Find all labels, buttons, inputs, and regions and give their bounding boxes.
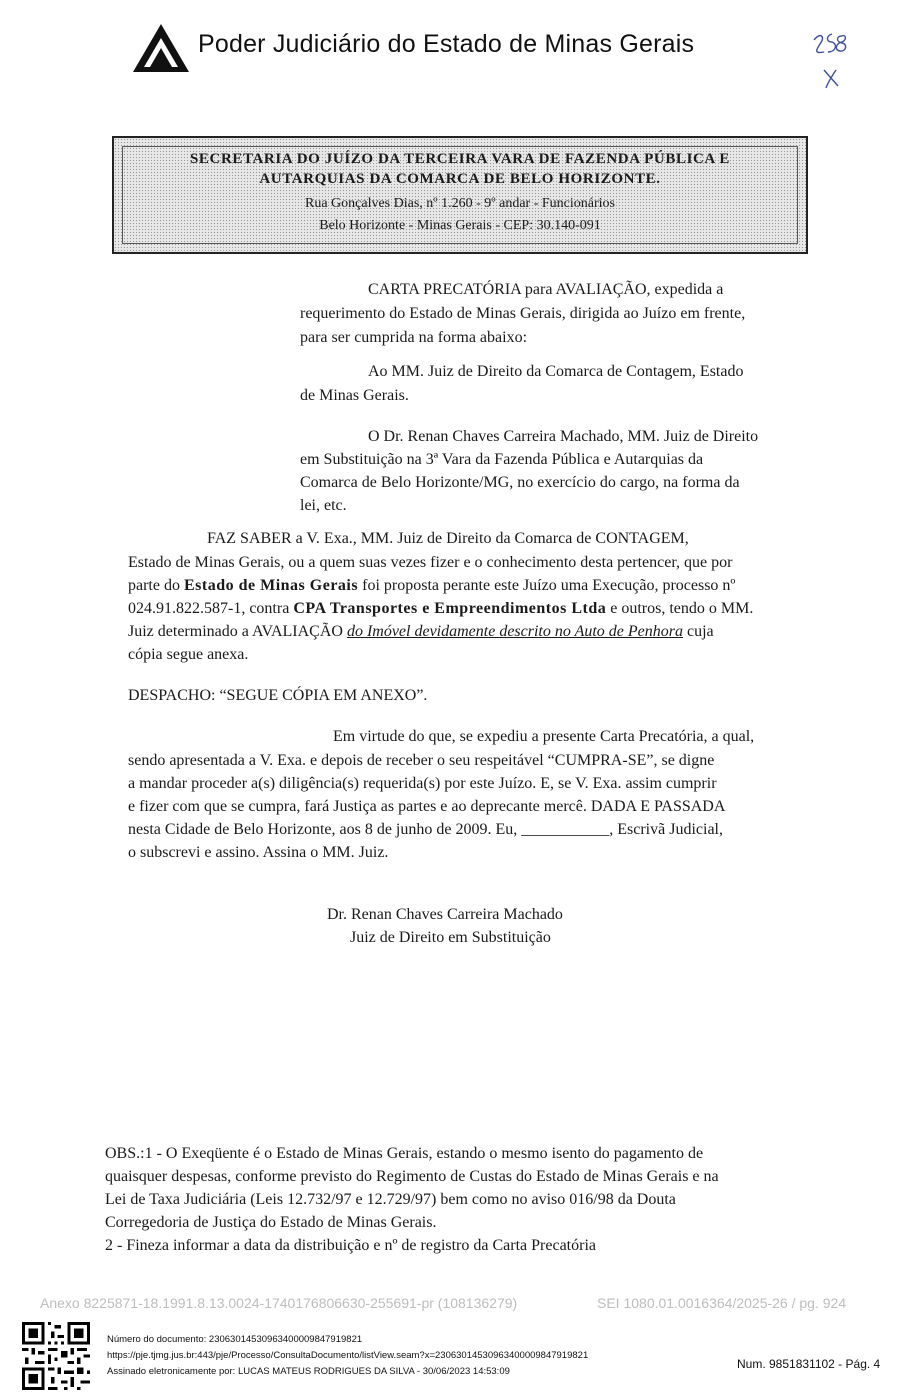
text-span: 024.91.822.587-1, contra (128, 600, 294, 617)
text-span: Juiz determinado a AVALIAÇÃO (128, 623, 347, 640)
triangle-logo-icon (131, 22, 191, 74)
handwritten-page-number (810, 30, 850, 92)
qr-code-icon (22, 1322, 90, 1390)
faz-saber-line: FAZ SABER a V. Exa., MM. Juiz de Direito da Comarca de CONTAGEM, (207, 530, 689, 547)
virtude-line: Em virtude do que, se expediu a presente Carta Precatória, a qual, (333, 728, 755, 745)
judge-intro-line: Comarca de Belo Horizonte/MG, no exercício do cargo, na forma da (300, 474, 740, 491)
intro-line: CARTA PRECATÓRIA para AVALIAÇÃO, expedida a (368, 281, 724, 298)
secretaria-title-line2: AUTARQUIAS DA COMARCA DE BELO HORIZONTE. (259, 171, 661, 187)
footer-num-pag: Num. 9851831102 - Pág. 4 (737, 1357, 881, 1371)
virtude-line: e fizer com que se cumpra, fará Justiça as partes e ao deprecante mercê. DADA E PASSADA (128, 798, 726, 815)
secretaria-city-cep: Belo Horizonte - Minas Gerais - CEP: 30.140-091 (319, 218, 601, 233)
text-span: e outros, tendo o MM. (606, 600, 754, 617)
addressee-line: Ao MM. Juiz de Direito da Comarca de Contagem, Estado (368, 363, 744, 380)
intro-line: requerimento do Estado de Minas Gerais, dirigida ao Juízo em frente, (300, 305, 746, 322)
text-span: parte do (128, 577, 184, 594)
footer-assinado: Assinado eletronicamente por: LUCAS MATEUS RODRIGUES DA SILVA - 30/06/2023 14:53:09 (107, 1366, 510, 1377)
obs-line: 2 - Fineza informar a data da distribuição e nº de registro da Carta Precatória (105, 1237, 596, 1254)
virtude-line: nesta Cidade de Belo Horizonte, aos 8 de junho de 2009. Eu, ___________, Escrivã Judicial, (128, 821, 723, 838)
faz-saber-line: cópia segue anexa. (128, 646, 249, 663)
judge-intro-line: lei, etc. (300, 497, 347, 514)
secretaria-title-line1: SECRETARIA DO JUÍZO DA TERCEIRA VARA DE FAZENDA PÚBLICA E (189, 151, 730, 167)
despacho: DESPACHO: “SEGUE CÓPIA EM ANEXO”. (128, 687, 428, 704)
virtude-line: a mandar proceder a(s) diligência(s) requerida(s) por este Juízo. E, se V. Exa. assim cumprir (128, 775, 717, 792)
footer-numero-documento: Número do documento: 23063014530963400009847919821 (107, 1334, 363, 1345)
obs-line: Corregedoria de Justiça do Estado de Minas Gerais. (105, 1214, 437, 1231)
secretaria-header-box (112, 136, 808, 254)
judge-intro-line: em Substituição na 3ª Vara da Fazenda Pública e Autarquias da (300, 451, 704, 468)
secretaria-address: Rua Gonçalves Dias, nº 1.260 - 9º andar - Funcionários (304, 196, 615, 211)
judge-intro-line: O Dr. Renan Chaves Carreira Machado, MM. Juiz de Direito (368, 428, 759, 445)
virtude-line: o subscrevi e assino. Assina o MM. Juiz. (128, 844, 389, 861)
addressee-line: de Minas Gerais. (300, 387, 409, 404)
signature-role: Juiz de Direito em Substituição (350, 929, 551, 946)
footer-url[interactable]: https://pje.tjmg.jus.br:443/pje/Processo/ConsultaDocumento/listView.seam?x=23063014530963400009847919821 (107, 1350, 589, 1361)
footer-anexo: Anexo 8225871-18.1991.8.13.0024-1740176806630-255691-pr (108136279) (40, 1295, 518, 1311)
underlined-reference: do Imóvel devidamente descrito no Auto de Penhora (346, 623, 683, 640)
obs-line: OBS.:1 - O Exeqüente é o Estado de Minas Gerais, estando o mesmo isento do pagamento de (105, 1145, 704, 1162)
party-name: Estado de Minas Gerais (183, 577, 359, 594)
faz-saber-line (128, 574, 735, 598)
faz-saber-line: Estado de Minas Gerais, ou a quem suas vezes fizer e o conhecimento desta pertencer, que por (128, 554, 733, 571)
text-span: foi proposta perante este Juízo uma Execução, processo nº (358, 577, 736, 594)
obs-line: quaisquer despesas, conforme previsto do Regimento de Custas do Estado de Minas Gerais e na (105, 1168, 719, 1185)
virtude-line: sendo apresentada a V. Exa. e depois de receber o seu respeitável “CUMPRA-SE”, se digne (128, 752, 715, 769)
intro-line: para ser cumprida na forma abaixo: (300, 329, 528, 346)
text-span: cuja (683, 623, 714, 640)
faz-saber-line (128, 597, 753, 621)
footer-sei: SEI 1080.01.0016364/2025-26 / pg. 924 (597, 1295, 847, 1311)
page-title: Poder Judiciário do Estado de Minas Gerais (198, 30, 695, 58)
signature-name: Dr. Renan Chaves Carreira Machado (327, 906, 563, 923)
faz-saber-line (128, 620, 714, 644)
obs-line: Lei de Taxa Judiciária (Leis 12.732/97 e 12.729/97) bem como no aviso 016/98 da Douta (105, 1191, 676, 1208)
party-name: CPA Transportes e Empreendimentos Ltda (293, 600, 607, 617)
